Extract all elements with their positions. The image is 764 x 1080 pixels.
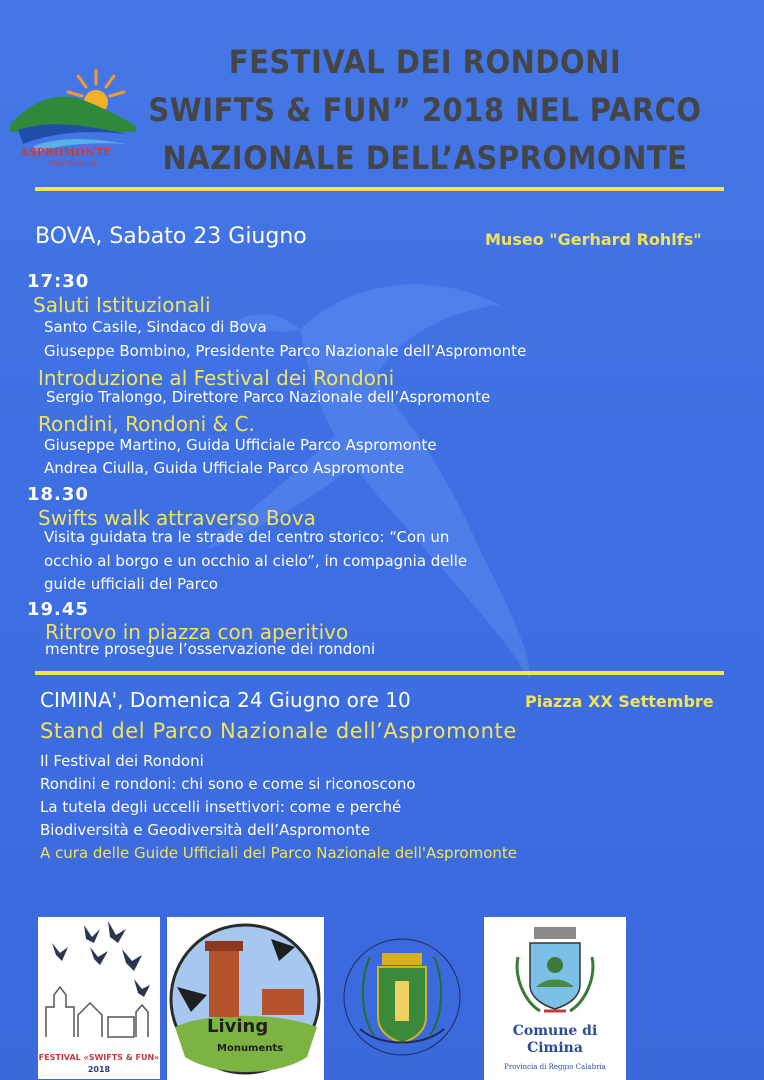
session-speaker: Santo Casile, Sindaco di Bova <box>44 318 267 336</box>
comune-cimina-logo <box>484 917 626 1080</box>
time-1730: 17:30 <box>27 271 90 292</box>
session-speaker: Giuseppe Martino, Guida Ufficiale Parco Aspromonte <box>44 436 437 454</box>
day2-topic: Il Festival dei Rondoni <box>40 752 204 770</box>
session-description: guide ufficiali del Parco <box>44 575 218 593</box>
festival-swifts-logo <box>38 917 160 1079</box>
bova-motto <box>345 1068 371 1069</box>
festival-logo-year: 2018 <box>87 1065 111 1074</box>
day2-topic: La tutela degli uccelli insettivori: come e perché <box>40 798 402 816</box>
session-title: Ritrovo in piazza con aperitivo <box>45 620 349 644</box>
page-title <box>140 38 710 182</box>
living-text: Living <box>207 1016 269 1037</box>
monuments-text: Monuments <box>217 1043 284 1054</box>
time-1830: 18.30 <box>27 484 89 505</box>
session-speaker: Sergio Tralongo, Direttore Parco Nazionale dell’Aspromonte <box>46 388 491 406</box>
day1-date: BOVA, Sabato 23 Giugno <box>35 224 307 249</box>
session-description: mentre prosegue l’osservazione dei rondoni <box>45 640 376 658</box>
title-line-3: NAZIONALE DELL’ASPROMONTE <box>162 139 688 177</box>
day2-venue: Piazza XX Settembre <box>525 692 714 711</box>
session-title: Rondini, Rondoni & C. <box>38 412 255 436</box>
aspromonte-logo-name: ASPROMONTE <box>20 146 112 159</box>
session-title: Saluti Istituzionali <box>33 293 211 317</box>
aspromonte-logo-subtitle: Parco Nazionale <box>48 160 98 167</box>
bova-coat-of-arms <box>340 917 465 1077</box>
session-description: Visita guidata tra le strade del centro storico: “Con un <box>44 528 450 546</box>
cimina-province: Provincia di Reggio Calabria <box>504 1063 606 1071</box>
session-title: Swifts walk attraverso Bova <box>38 506 316 530</box>
divider-top <box>35 187 724 191</box>
day2-session-title: Stand del Parco Nazionale dell’Aspromonte <box>40 719 517 743</box>
session-speaker: Giuseppe Bombino, Presidente Parco Nazionale dell’Aspromonte <box>44 342 527 360</box>
day1-venue: Museo "Gerhard Rohlfs" <box>485 230 702 249</box>
time-1945: 19.45 <box>27 599 89 620</box>
session-description: occhio al borgo e un occhio al cielo”, in compagnia delle <box>44 552 468 570</box>
cimina-name: Comune di Cimina <box>512 1023 598 1056</box>
day2-topic: Biodiversità e Geodiversità dell’Aspromonte <box>40 821 371 839</box>
day2-topic: Rondini e rondoni: chi sono e come si riconoscono <box>40 775 416 793</box>
session-title: Introduzione al Festival dei Rondoni <box>38 366 395 390</box>
living-monuments-logo <box>167 917 324 1080</box>
festival-logo-text: FESTIVAL «SWIFTS & FUN» <box>38 1053 160 1062</box>
title-line-2: SWIFTS & FUN” 2018 NEL PARCO <box>148 91 702 129</box>
title-line-1: FESTIVAL DEI RONDONI <box>228 43 622 81</box>
cimina-coat-of-arms <box>484 917 626 1017</box>
day2-credit: A cura delle Guide Ufficiali del Parco Nazionale dell'Aspromonte <box>40 844 517 862</box>
divider-middle <box>35 671 724 675</box>
living-monuments-emblem <box>167 917 324 1080</box>
swifts-birds-icon <box>38 917 160 1047</box>
session-speaker: Andrea Ciulla, Guida Ufficiale Parco Aspromonte <box>44 459 405 477</box>
day2-date: CIMINA', Domenica 24 Giugno ore 10 <box>40 688 411 712</box>
